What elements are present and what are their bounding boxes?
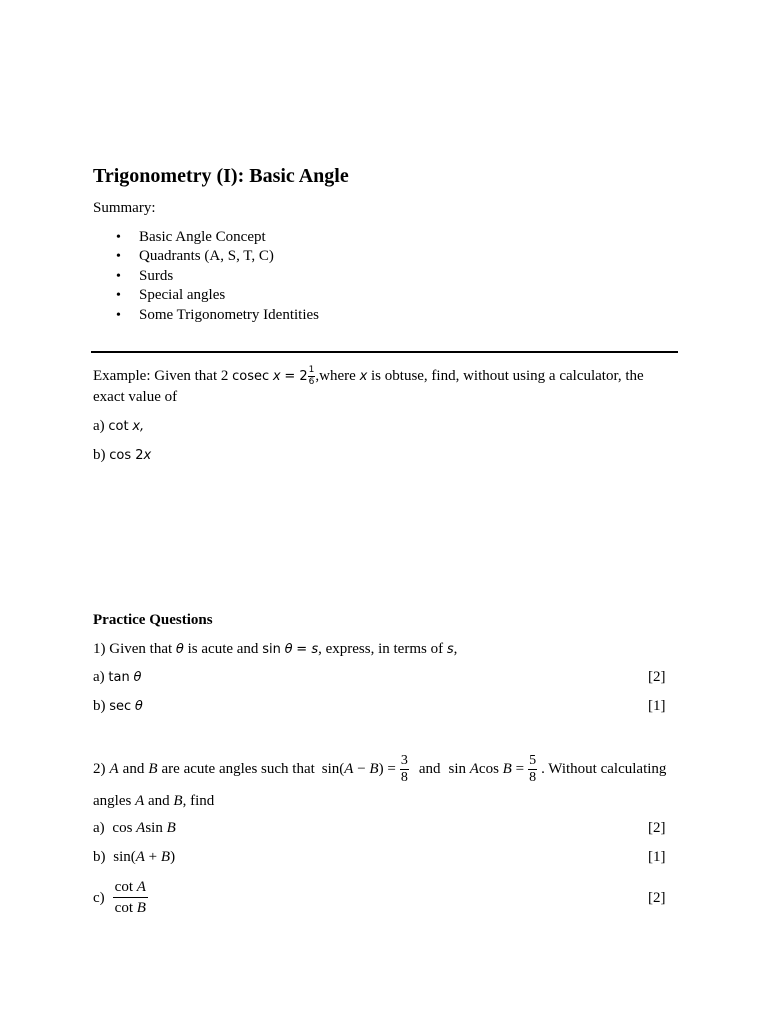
q2-b-marks: [1] — [648, 849, 666, 865]
part-var: A — [135, 849, 145, 865]
example-func: cosec — [232, 368, 270, 384]
part-var: A — [136, 820, 146, 836]
q2-a-marks: [2] — [648, 820, 666, 836]
part-label: b) — [93, 849, 106, 865]
example-part-a — [93, 418, 144, 435]
expr-var: B — [502, 761, 512, 777]
q2-stem — [93, 754, 666, 785]
summary-item: • Special angles — [116, 286, 319, 305]
q2-line-2 — [93, 793, 214, 810]
fraction-numerator: 1 — [308, 365, 315, 375]
example-eq: = 2 — [284, 368, 308, 384]
practice-heading: Practice Questions — [93, 612, 213, 628]
part-label: a) — [93, 669, 105, 685]
example-rest: is obtuse, find, without using a calculator, the — [371, 367, 644, 384]
example-var2: x — [359, 368, 368, 384]
q1-part-a — [93, 669, 141, 686]
expr-func: cos — [478, 761, 499, 777]
part-var: B — [160, 849, 171, 865]
part-var: x — [143, 448, 152, 463]
q1-start: 1) Given that — [93, 641, 173, 657]
expr-part: sin( — [321, 761, 345, 777]
q2-A: A — [109, 761, 119, 777]
summary-item: • Surds — [116, 267, 319, 286]
part-func: tan — [108, 670, 130, 685]
q2-mid: are acute angles such that — [161, 761, 315, 777]
part-var: θ — [134, 699, 143, 714]
q2-B: B — [148, 761, 158, 777]
section-divider — [91, 351, 678, 353]
part-label: a) — [93, 418, 105, 434]
q1-sin: sin — [262, 642, 281, 657]
part-var: B — [166, 820, 176, 836]
q2-num: 2) — [93, 761, 106, 777]
q1-s: s — [311, 642, 319, 657]
part-func: sec — [109, 699, 132, 714]
summary-item: • Quadrants (A, S, T, C) — [116, 247, 319, 266]
part-func: sin — [145, 820, 163, 836]
part-op: + — [144, 849, 161, 865]
q1-part-b — [93, 698, 143, 715]
part-func: cot — [108, 419, 129, 434]
q1-b-marks: [1] — [648, 698, 666, 714]
q1-eq: = — [296, 642, 312, 657]
example-part-b — [93, 447, 151, 464]
q2-line2-pre: angles — [93, 793, 132, 809]
q2-end: . Without calculating — [541, 761, 667, 777]
q2-fraction-1 — [400, 754, 409, 785]
fraction-numerator — [113, 880, 148, 898]
summary-item: • Basic Angle Concept — [116, 228, 319, 247]
q2-and: and — [122, 761, 145, 777]
q2-line2-A: A — [135, 793, 145, 809]
frac-var: B — [136, 900, 146, 916]
part-var: x, — [132, 419, 145, 434]
fraction-denominator: 8 — [529, 770, 537, 785]
expr-op: − — [353, 761, 370, 777]
expr-func: sin — [448, 761, 466, 777]
q2-fraction-2 — [528, 754, 537, 785]
q2-expr1 — [322, 761, 396, 778]
part-var: θ — [133, 670, 142, 685]
summary-list — [116, 228, 319, 325]
q1-theta2: θ — [284, 642, 293, 657]
q1-mid: is acute and — [187, 641, 259, 657]
part-label: b) — [93, 447, 106, 463]
part-label: a) — [93, 820, 105, 836]
q1-stem — [93, 641, 457, 658]
q2-line2-B: B — [173, 793, 183, 809]
q2-line2-and: and — [148, 793, 170, 809]
q1-s2: s — [446, 642, 454, 657]
fraction-denominator: 6 — [308, 377, 315, 387]
q2-part-c — [93, 880, 148, 916]
fraction-denominator — [115, 898, 146, 916]
q2-expr2 — [448, 761, 524, 778]
example-var: x — [272, 368, 281, 384]
q1-end: , express, in terms of — [318, 641, 444, 657]
q2-c-marks: [2] — [648, 890, 666, 906]
example-line-1 — [93, 366, 644, 387]
example-intro: Example: Given that 2 — [93, 367, 229, 384]
fraction-numerator: 3 — [400, 753, 408, 768]
part-label: b) — [93, 698, 106, 714]
summary-item: • Some Trigonometry Identities — [116, 306, 319, 325]
part-func: ) — [170, 849, 176, 865]
q1-a-marks: [2] — [648, 669, 666, 685]
q2-part-b — [93, 849, 175, 866]
q1-comma: , — [453, 641, 458, 657]
q2-and2: and — [418, 761, 441, 777]
fraction-numerator: 5 — [529, 753, 537, 768]
part-label: c) — [93, 889, 105, 906]
q2-part-a — [93, 820, 176, 837]
expr-var: A — [469, 761, 479, 777]
example-line-2: exact value of — [93, 389, 178, 405]
frac-var: A — [136, 879, 146, 895]
frac-func: cot — [114, 879, 133, 895]
example-after: ,where — [315, 367, 356, 384]
expr-part: ) = — [378, 761, 396, 777]
q2-line2-post: , find — [182, 793, 215, 809]
summary-label: Summary: — [93, 200, 156, 216]
part-func: cos 2 — [109, 448, 144, 463]
q1-theta: θ — [175, 642, 184, 657]
frac-func: cot — [114, 900, 133, 916]
expr-var: B — [369, 761, 379, 777]
fraction-denominator: 8 — [400, 770, 408, 785]
part-func: cos — [112, 820, 133, 836]
expr-op: = — [511, 761, 525, 777]
expr-var: A — [344, 761, 354, 777]
page-title: Trigonometry (I): Basic Angle — [93, 165, 349, 187]
part-func: sin( — [113, 849, 136, 865]
q2-c-fraction — [113, 880, 148, 916]
